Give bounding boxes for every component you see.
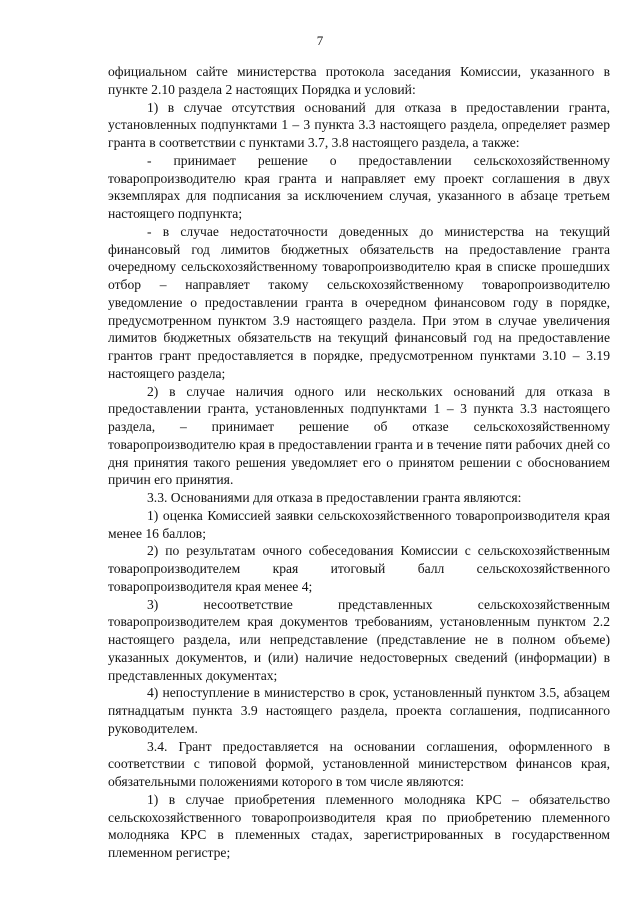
paragraph: 4) непоступление в министерство в срок, установленный пунктом 3.5, абзацем пятнадцатым пункта 3.9 настоящего раздела, проекта соглашения, подписанного руководителем. <box>108 685 610 736</box>
paragraph: официальном сайте министерства протокола заседания Комиссии, указанного в пункте 2.10 раздела 2 настоящих Порядка и условий: <box>108 64 610 97</box>
page-number: 7 <box>316 33 324 48</box>
document-body <box>108 63 610 862</box>
paragraph: - в случае недостаточности доведенных до министерства на текущий финансовый год лимитов бюджетных обязательств на предоставление гранта очередному сельскохозяйственному товаропроизводителю края в списке прошедших отбор – направляет такому сельскохозяйственному товаропроизводителю уведомление о предоставлении гранта в очередном финансовом году в порядке, предусмотренном пунктом 3.9 настоящего раздела. При этом в случае увеличения лимитов бюджетных обязательств на текущий финансовый год на предоставление грантов грант предоставляется в порядке, предусмотренном пунктами 3.10 – 3.19 настоящего раздела; <box>108 223 610 381</box>
paragraph: 1) в случае приобретения племенного молодняка КРС – обязательство сельскохозяйственного товаропроизводителя края по приобретению племенного молодняка КРС в племенных стадах, зарегистрированных в государственном племенном регистре; <box>108 791 610 860</box>
paragraph: 1) оценка Комиссией заявки сельскохозяйственного товаропроизводителя края менее 16 баллов; <box>108 507 610 541</box>
paragraph: 3.4. Грант предоставляется на основании соглашения, оформленного в соответствии с типовой формой, установленной министерством финансов края, обязательными положениями которого в том числе являются: <box>108 738 610 789</box>
paragraph: - принимает решение о предоставлении сельскохозяйственному товаропроизводителю края гранта и направляет ему проект соглашения в двух экземплярах для подписания за исключением случая, указанного в абзаце третьем настоящего подпункта; <box>108 152 610 221</box>
paragraph: 3) несоответствие представленных сельскохозяйственным товаропроизводителем края документов требованиям, установленным пунктом 2.2 настоящего раздела, или непредставление (представление не в полном объеме) указанных документов, и (или) наличие недостоверных сведений (информации) в представленных документах; <box>108 596 610 683</box>
paragraph: 2) по результатам очного собеседования Комиссии с сельскохозяйственным товаропроизводителем края итоговый балл сельскохозяйственного товаропроизводителя края менее 4; <box>108 543 610 594</box>
paragraph: 3.3. Основаниями для отказа в предоставлении гранта являются: <box>147 490 522 505</box>
paragraph: 2) в случае наличия одного или нескольких оснований для отказа в предоставлении гранта, установленных подпунктами 1 – 3 пункта 3.3 настоящего раздела, – принимает решение об отказе сельскохозяйственному товаропроизводителю края в предоставлении гранта и в течение пяти рабочих дней со дня принятия такого решения уведомляет его о принятом решении с обоснованием причин его принятия. <box>108 383 610 488</box>
paragraph: 1) в случае отсутствия оснований для отказа в предоставлении гранта, установленных подпунктами 1 – 3 пункта 3.3 настоящего раздела, определяет размер гранта в соответствии с пунктами 3.7, 3.8 настоящего раздела, а также: <box>108 99 610 150</box>
